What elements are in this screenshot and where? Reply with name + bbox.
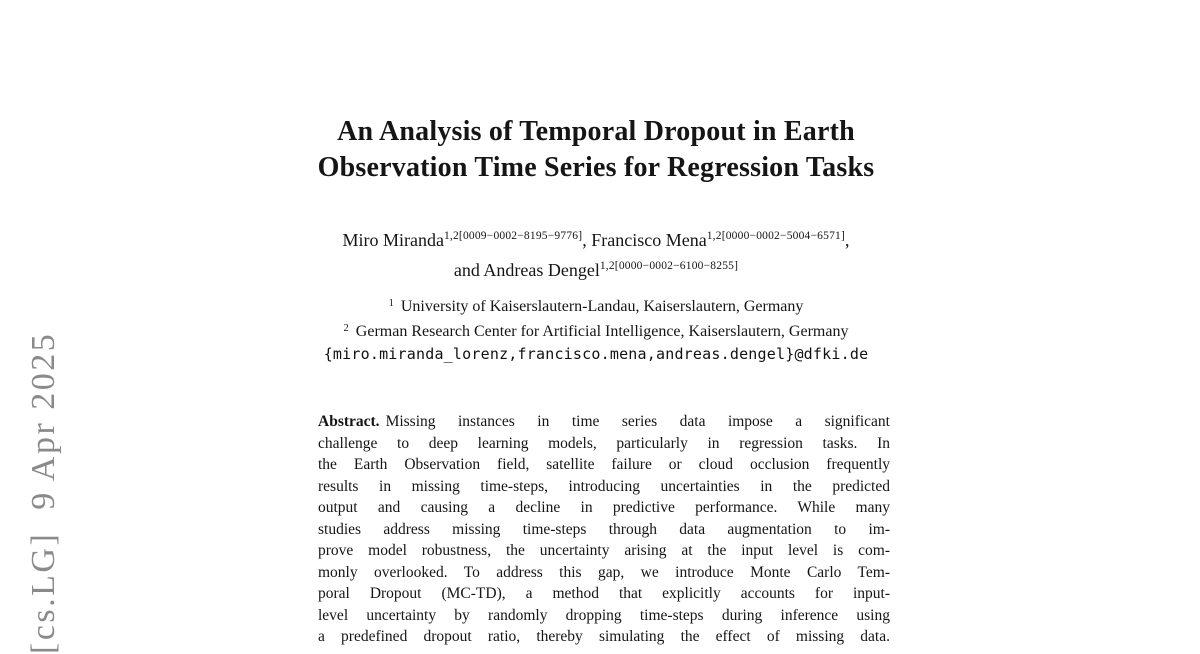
- author-separator: ,: [582, 230, 592, 250]
- abstract-line: the Earth Observation field, satellite failure or cloud occlusion frequently: [318, 456, 890, 474]
- abstract-line: Abstract. Missing instances in time series data impose a significant: [318, 413, 890, 430]
- abstract-line: prove model robustness, the uncertainty arising at the input level is com-: [318, 542, 890, 560]
- abstract-line: a predefined dropout ratio, thereby simulating the effect of missing data.: [318, 628, 890, 646]
- affiliations-block: [0, 293, 1192, 366]
- abstract-line: results in missing time-steps, introducing uncertainties in the predicted: [318, 477, 890, 495]
- author-orcid-sup: 1,2[0000−0002−6100−8255]: [599, 260, 739, 272]
- author-name: Miro Miranda: [342, 230, 444, 250]
- affiliation-text: German Research Center for Artificial Intelligence, Kaiserslautern, Germany: [355, 322, 849, 340]
- abstract-line: monly overlooked. To address this gap, we introduce Monte Carlo Tem-: [318, 563, 890, 581]
- author-separator: ,: [845, 230, 850, 250]
- authors-block: [0, 223, 1192, 283]
- abstract-block: [318, 411, 890, 648]
- abstract-label: Abstract.: [318, 413, 380, 430]
- affiliation-line: [0, 293, 1192, 318]
- affiliation-marker: 2: [343, 322, 349, 334]
- author-name: and Andreas Dengel: [453, 260, 600, 280]
- abstract-line: challenge to deep learning models, particularly in regression tasks. In: [318, 434, 890, 452]
- abstract-line: studies address missing time-steps through data augmentation to im-: [318, 520, 890, 538]
- authors-email: {miro.miranda_lorenz,francisco.mena,andreas.dengel}@dfki.de: [323, 345, 869, 363]
- author-name: Francisco Mena: [591, 230, 707, 250]
- authors-line-2: [0, 253, 1192, 283]
- abstract-line: poral Dropout (MC-TD), a method that explicitly accounts for input-: [318, 585, 890, 603]
- paper-title: [0, 114, 1192, 186]
- paper-title-line-2: Observation Time Series for Regression Tasks: [317, 152, 875, 183]
- abstract-line: output and causing a decline in predictive performance. While many: [318, 499, 890, 517]
- abstract-line: level uncertainty by randomly dropping time-steps during inference using: [318, 606, 890, 624]
- affiliation-marker: 1: [388, 298, 394, 309]
- author-orcid-sup: 1,2[0000−0002−5004−6571]: [706, 230, 846, 242]
- affiliation-line: [0, 318, 1192, 343]
- affiliation-text: University of Kaiserslautern-Landau, Kaiserslautern, Germany: [400, 298, 804, 315]
- paper-title-line-1: An Analysis of Temporal Dropout in Earth: [337, 116, 855, 147]
- author-orcid-sup: 1,2[0009−0002−8195−9776]: [443, 230, 583, 242]
- arxiv-category-date-stamp: [cs.LG] 9 Apr 2025: [25, 331, 62, 654]
- authors-line-1: [0, 223, 1192, 253]
